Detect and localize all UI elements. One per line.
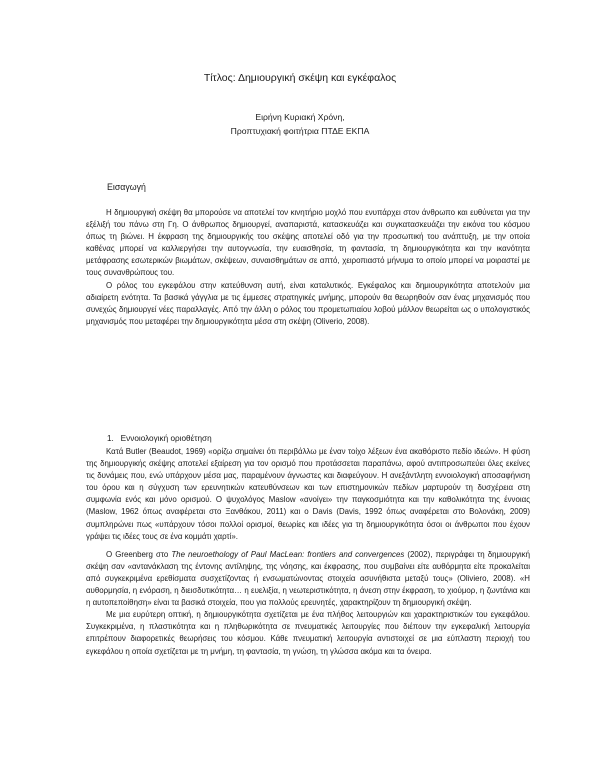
section-1-paragraph-2 bbox=[86, 549, 530, 609]
document-title: Τίτλος: Δημιουργική σκέψη και εγκέφαλος bbox=[203, 72, 397, 84]
intro-paragraph-2: Ο ρόλος του εγκεφάλου στην κατεύθυνση αυτή, είναι καταλυτικός. Εγκέφαλος και δημιουργικότητα αποτελούν μια αδιαίρετη ενότητα. Τα βασικά γάγγλια με τις έμμεσες στρατηγικές μνήμης, μπορούν θα θεωρηθούν σαν ένας μηχανισμός που συνεχώς δημιουργεί νέες παραλλαγές. Από την άλλη ο ρόλος του προμετωπιαίου λοβού μάλλον θεωρείται ως ο υπολογιστικός μηχανισμός που μεταφέρει την δημιουργικότητα μέσα στη σκέψη (Oliverio, 2008). bbox=[86, 280, 530, 326]
section-1-heading bbox=[107, 434, 507, 443]
section-1-number: 1. bbox=[107, 434, 114, 443]
intro-paragraph-1: Η δημιουργική σκέψη θα μπορούσε να αποτελεί τον κινητήριο μοχλό που ενυπάρχει στον άνθρωπο και ευθύνεται για την εξέλιξή του πάνω στη Γη. Ο άνθρωπος δημιουργεί, αναπαριστά, κατασκευάζει και συγκατασκευάζει την εικόνα του κόσμου όπως τη βιώνει. Η έκφραση της δημιουργικής του σκέψης αποτελεί οδό για την προσωπική του ανάπτυξη, με την οποία καθένας μπορεί να καλλιεργήσει την αυτογνωσία, την ευαισθησία, τη φαντασία, τη δημιουργικότητα και την ικανότητα μετάφρασης εσωτερικών βιωμάτων, σκέψεων, συναισθημάτων σε απτό, χειροπιαστό μήνυμα το οποίο μπορεί να μοιραστεί με τους συνανθρώπους του. bbox=[86, 208, 530, 278]
section-1-paragraph-1: Κατά Butler (Beaudot, 1969) «ορίζω σημαίνει ότι περιβάλλω με έναν τοίχο λέξεων ένα ακαθόριστο πεδίο ιδεών». Η φύση της δημιουργικής σκέψης αποτελεί εξαίρεση για τον ορισμό που προτάσσεται παραπάνω, αφού αντιπροσωπεύει όλες εκείνες τις δυνάμεις που, ενώ υπάρχουν μέσα μας, παραμένουν άγνωστες και διαφεύγουν. Η ανεξάντλητη εννοιολογική αποσαφήνιση του όρου και η σύγχυση των ερευνητικών κατευθύνσεων και των επιστημονικών πεδίων μαρτυρούν τη δυσχέρεια στη συμφωνία ενός και μόνο ορισμού. Ο ψυχολόγος Maslow «ανοίγει» την παγκοσμιότητα και την καθολικότητα της έννοιας (Maslow, 1962 όπως αναφέρεται στο Ξανθάκου, 2011) και ο Davis (Davis, 1992 όπως αναφέρεται στο Βολονάκη, 2009) συμπληρώνει πως «υπάρχουν τόσοι πολλοί ορισμοί, θεωρίες και ιδέες για τη δημιουργικότητα όσοι οι άνθρωποι που έχουν γράψει τις ιδέες τους σε ένα κομμάτι χαρτί». bbox=[86, 447, 530, 541]
author-name: Ειρήνη Κυριακή Χρόνη, bbox=[255, 112, 345, 122]
section-1-paragraph-3: Με μια ευρύτερη οπτική, η δημιουργικότητα σχετίζεται με ένα πλήθος λειτουργιών και χαρακτηριστικών του εγκεφάλου. Συγκεκριμένα, η πλαστικότητα και η πληθωρικότητα σε πνευματικές λειτουργίες που διέπουν την εγκεφαλική λειτουργία επιτρέπουν διαφορετικές θεωρήσεις του κόσμου. Κάθε πνευματική λειτουργία αντιστοιχεί σε μια εύπλαστη περιοχή του εγκεφάλου η οποία σχετίζεται με τη μνήμη, τη φαντασία, τη γνώση, τη γλώσσα ακόμα και τα όνειρα. bbox=[86, 610, 530, 656]
section-1-title: Εννοιολογική οριοθέτηση bbox=[120, 434, 212, 443]
greenberg-intro: O Greenberg στο bbox=[106, 549, 172, 559]
section-1-body bbox=[86, 446, 530, 658]
greenberg-text: (2002), περιγράφει τη δημιουργική σκέψη σαν «αντανάκλαση της έντονης αντίληψης, της νόησης, και έκφρασης, που συμβαίνει είτε αυθόρμητα είτε προκαλείται από συγκεκριμένα ερεθίσματα συσχετίζοντας ή ενσωματώνοντας στοιχεία ασυνήθιστα μεταξύ τους» (Oliviero, 2008). «Η αυθορμησία, η ενόραση, η διεισδυτικότητα… η ευελιξία, η νεωτεριστικότητα, η άνεση στην έκφραση, το χιούμορ, η ζωντάνια και η αυτοπεποίθηση» είναι τα βασικά στοιχεία, που για πολλούς ερευνητές, χαρακτηρίζουν τη δημιουργική σκέψη. bbox=[86, 549, 531, 608]
author-block bbox=[0, 110, 600, 138]
intro-section bbox=[86, 207, 530, 328]
book-title: The neuroethology of Paul MacLean: frontiers and convergences bbox=[171, 549, 405, 559]
author-role: Προπτυχιακή φοιτήτρια ΠΤΔΕ ΕΚΠΑ bbox=[230, 126, 370, 136]
intro-heading: Εισαγωγή bbox=[107, 182, 146, 192]
